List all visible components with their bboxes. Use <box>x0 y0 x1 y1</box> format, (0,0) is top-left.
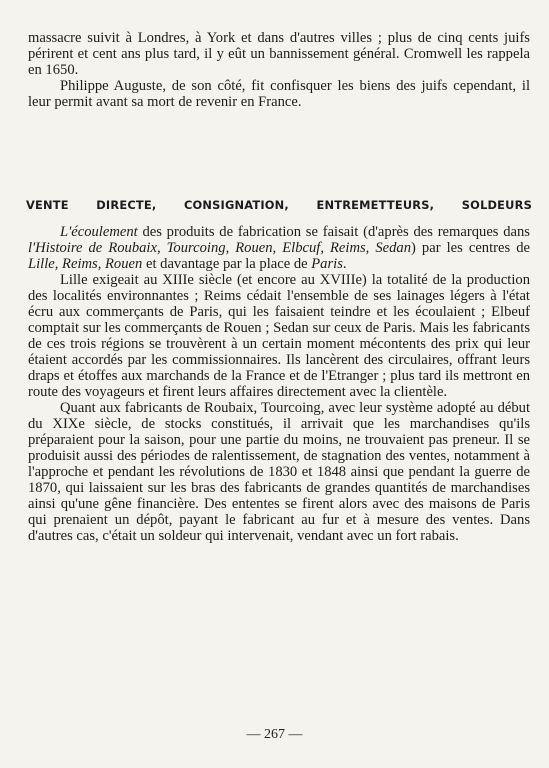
paragraph-1-segment-8: . <box>342 256 347 272</box>
intro-text-block <box>28 30 530 110</box>
paragraph-1-segment-4: ) par les centres de <box>411 240 530 256</box>
page-number: — 267 — <box>246 727 303 742</box>
intro-paragraph-2: Philippe Auguste, de son côté, fit confisquer les biens des juifs cependant, il leur permit avant sa mort de revenir en France. <box>28 78 530 110</box>
paragraph-3: Quant aux fabricants de Roubaix, Tourcoing, avec leur système adopté au début du XIXe siècle, de stocks constitués, il arrivait que les marchandises qu'ils préparaient pour la saison, pour une partie du moins, ne trouvaient pas preneur. Il se produisit aussi des périodes de ralentissement, de stagnation des ventes, notamment à l'approche et pendant les révolutions de 1830 et 1848 ainsi que pendant la guerre de 1870, qui laissaient sur les bras des fabricants de grandes quantités de marchandises ainsi qu'une gêne financière. Des ententes se firent alors avec des maisons de Paris qui prenaient un dépôt, payant le fabricant au fur et à mesure des ventes. Dans d'autres cas, c'était un soldeur qui intervenait, vendant avec un fort rabais. <box>28 400 530 544</box>
paragraph-1-segment-7: Paris <box>311 256 343 272</box>
paragraph-1-segment-1: L'écoulement <box>60 224 138 240</box>
section-heading: VENTE DIRECTE, CONSIGNATION, ENTREMETTEURS, SOLDEURS <box>26 198 532 212</box>
paragraph-1-segment-6: et davantage par la place de <box>142 256 312 272</box>
section-body <box>28 224 530 544</box>
paragraph-1-segment-5: Lille, Reims, Rouen <box>28 256 143 272</box>
paragraph-2: Lille exigeait au XIIIe siècle (et encore au XVIIIe) la totalité de la production des localités environnantes ; Reims cédait l'ensemble de ses lainages légers à l'état écru aux commerçants de Paris, qui les faisaient teindre et les écoulaient ; Elbeuf comptait sur les commerçants de Rouen ; Sedan sur ceux de Paris. Mais les fabricants de ces trois régions se trouvèrent à un certain moment mécontents des prix qui leur étaient accordés par les commissionnaires. Ils lancèrent des circulaires, offrant leurs draps et étoffes aux marchands de la France et de l'Etranger ; plus tard ils mettront en route des voyageurs et firent leurs affaires directement avec la clientèle. <box>28 272 530 400</box>
paragraph-1-segment-3: l'Histoire de Roubaix, Tourcoing, Rouen, Elbcuf, Reims, Sedan <box>28 240 412 256</box>
intro-paragraph-1: massacre suivit à Londres, à York et dans d'autres villes ; plus de cinq cents juifs périrent et cent ans plus tard, il y eût un bannissement général. Cromwell les rappela en 1650. <box>28 30 530 78</box>
paragraph-1 <box>28 224 530 272</box>
paragraph-1-segment-2: des produits de fabrication se faisait (d'après des remarques dans <box>137 224 530 240</box>
